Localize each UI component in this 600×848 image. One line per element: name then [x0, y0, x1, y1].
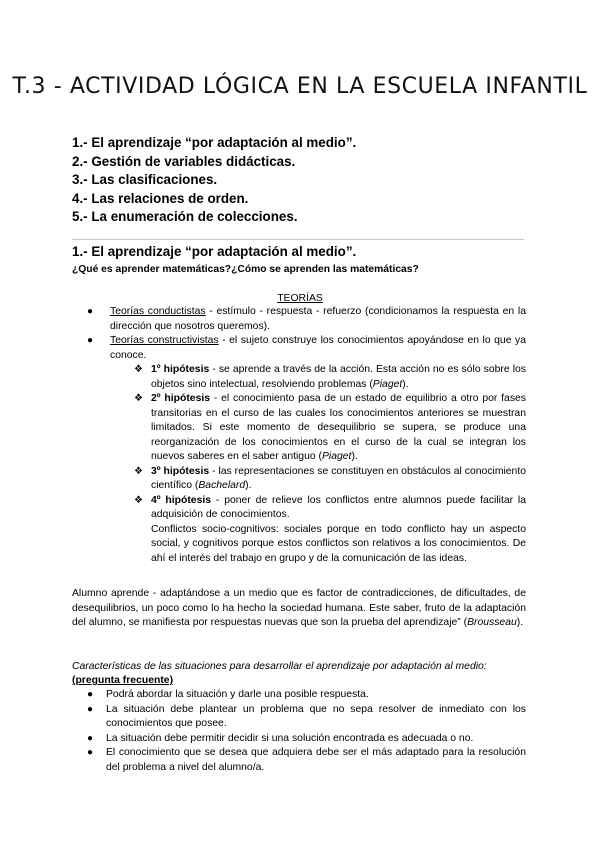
list-item-conductistas	[72, 305, 526, 334]
author-name: Piaget	[372, 378, 403, 390]
hipotesis-text-end: ).	[351, 451, 358, 462]
toc-item: 5.- La enumeración de colecciones.	[72, 209, 298, 225]
bullet-icon: ●	[87, 732, 94, 744]
alumno-text: Alumno aprende - adaptándose a un medio que es factor de contradicciones, de dificultades, de desequilibrios, un poco como lo ha hecho la sociedad humana. Este saber, fruto de la adaptación del alumno, se manifiesta por respuestas nuevas que son la prueba del aprendizaje” (	[72, 588, 526, 628]
bullet-icon: ●	[87, 747, 94, 758]
table-of-contents	[72, 134, 542, 227]
hipotesis-label: 2º hipótesis	[151, 393, 211, 404]
author-name: Brousseau	[467, 617, 517, 628]
list-item	[72, 746, 526, 775]
toc-item: 1.- El aprendizaje “por adaptación al medio”.	[72, 135, 357, 150]
bullet-icon: ●	[87, 703, 94, 715]
hipotesis-text-end: ).	[402, 378, 409, 390]
bullet-icon: ●	[87, 689, 94, 700]
alumno-text-end: ).	[516, 617, 524, 628]
author-name: Bachelard	[198, 480, 246, 491]
hipotesis-text-end: ).	[245, 480, 252, 491]
toc-item: 4.- Las relaciones de orden.	[72, 190, 249, 206]
hipotesis-item	[136, 392, 526, 465]
section-heading: 1.- El aprendizaje “por adaptación al medio”.	[72, 244, 357, 259]
hipotesis-text: - se aprende a través de la acción. Esta acción no es sólo sobre los objetos sino intelectual, resolviendo problemas (	[151, 364, 526, 390]
toc-item: 3.- Las clasificaciones.	[72, 172, 218, 188]
horizontal-divider	[72, 239, 524, 240]
caracteristicas-list	[72, 688, 526, 775]
diamond-bullet-icon: ❖	[134, 364, 143, 375]
hipotesis-extra-paragraph: Conflictos socio-cognitivos: sociales porque en todo conflicto hay un aspecto social, y cognitivos porque estos conflictos son relativos a los conocimientos. De ahí el interés del trabajo en grupo y de la comunicación de las ideas.	[151, 523, 526, 564]
hipotesis-item	[136, 363, 526, 392]
hipotesis-label: 3º hipótesis	[151, 465, 210, 477]
list-item-constructivistas	[72, 334, 526, 566]
list-item-text: El conocimiento que se desea que adquiera debe ser el más adaptado para la resolución del problema a nivel del alumno/a.	[106, 747, 526, 773]
bullet-icon: ●	[87, 335, 94, 346]
hipotesis-list	[136, 363, 526, 566]
caracteristicas-title: Características de las situaciones para desarrollar el aprendizaje por adaptación al medio:	[72, 661, 487, 672]
teorias-title: TEORÍAS	[277, 293, 323, 304]
constructivistas-text: - el sujeto construye los conocimientos apoyándose en lo que ya conoce.	[110, 335, 526, 361]
list-item-text: La situación debe plantear un problema que no sepa resolver de inmediato con los conocimientos que posee.	[106, 703, 526, 729]
hipotesis-text: - el conocimiento pasa de un estado de equilibrio a otro por fases transitorias en el curso de las cuales los conocimientos anteriores se muestran limitados. Si este momento de desequilibrio se supera, se produce una reorganización de los conocimientos en el curso de la cual se integran los nuevos saberes en el saber antiguo (	[151, 393, 526, 462]
hipotesis-label: 1º hipótesis	[151, 364, 210, 375]
pregunta-frecuente: (pregunta frecuente)	[72, 675, 174, 686]
alumno-paragraph	[72, 587, 526, 631]
diamond-bullet-icon: ❖	[134, 494, 143, 506]
theories-list	[72, 305, 526, 566]
hipotesis-text: - las representaciones se constituyen en obstáculos al conocimiento científico (	[151, 465, 527, 491]
hipotesis-text: - poner de relieve los conflictos entre alumnos puede facilitar la adquisición de conocimientos.	[151, 494, 527, 520]
hipotesis-item	[136, 465, 526, 494]
author-name: Piaget	[321, 451, 352, 462]
constructivistas-label: Teorías constructivistas	[110, 335, 219, 346]
diamond-bullet-icon: ❖	[134, 465, 143, 477]
conductistas-text: - estímulo - respuesta - refuerzo (condicionamos la respuesta en la dirección que nosotros queremos).	[110, 306, 527, 332]
hipotesis-label: 4º hipótesis	[151, 494, 212, 506]
list-item	[72, 732, 526, 747]
toc-item: 2.- Gestión de variables didácticas.	[72, 153, 296, 169]
list-item	[72, 703, 526, 732]
hipotesis-item	[136, 494, 526, 567]
list-item-text: La situación debe permitir decidir si una solución encontrada es adecuada o no.	[106, 732, 474, 744]
list-item	[72, 688, 526, 703]
bullet-icon: ●	[87, 306, 94, 317]
list-item-text: Podrá abordar la situación y darle una posible respuesta.	[106, 689, 369, 700]
diamond-bullet-icon: ❖	[134, 393, 143, 404]
conductistas-label: Teorías conductistas	[110, 306, 206, 317]
section-question: ¿Qué es aprender matemáticas?¿Cómo se aprenden las matemáticas?	[72, 264, 419, 275]
document-title: T.3 - ACTIVIDAD LÓGICA EN LA ESCUELA INFANTIL	[12, 74, 588, 99]
